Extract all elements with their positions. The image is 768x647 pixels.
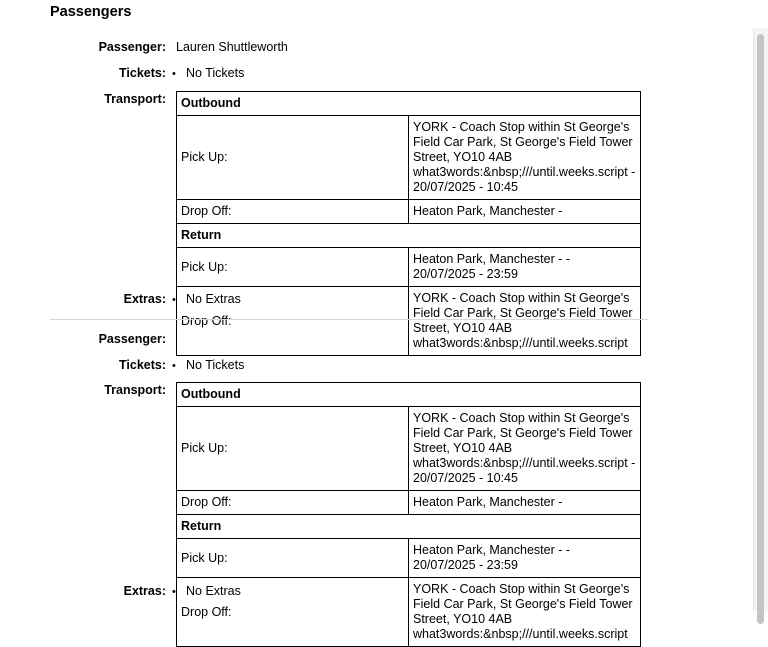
- transport-label: Transport:: [104, 92, 166, 106]
- pick-up-label: Pick Up:: [177, 407, 409, 491]
- passenger-label: Passenger:: [98, 40, 166, 54]
- scrollbar-thumb[interactable]: [757, 34, 764, 624]
- ticket-item: • No Tickets: [172, 358, 245, 372]
- table-row: [177, 578, 641, 647]
- outbound-drop-off-value: Heaton Park, Manchester -: [409, 200, 641, 224]
- return-header: Return: [177, 515, 641, 539]
- extras-label: Extras:: [123, 584, 166, 598]
- extras-label: Extras:: [123, 292, 166, 306]
- passenger-divider: [50, 319, 648, 320]
- return-drop-off-value: YORK - Coach Stop within St George's Field Car Park, St George's Field Tower Street, YO10 4AB what3words:&nbsp;///until.weeks.script: [409, 578, 641, 647]
- ticket-item: • No Tickets: [172, 66, 245, 80]
- transport-table: [176, 382, 641, 647]
- tickets-label: Tickets:: [118, 358, 166, 372]
- table-row: [177, 116, 641, 200]
- pick-up-label: Pick Up:: [177, 539, 409, 578]
- vertical-scrollbar[interactable]: [753, 28, 768, 611]
- extra-item: • No Extras: [172, 584, 241, 598]
- drop-off-label: Drop Off:: [177, 287, 409, 356]
- return-pick-up-value: Heaton Park, Manchester - - 20/07/2025 - 23:59: [409, 248, 641, 287]
- outbound-pick-up-value: YORK - Coach Stop within St George's Field Car Park, St George's Field Tower Street, YO10 4AB what3words:&nbsp;///until.weeks.script - 20/07/2025 - 10:45: [409, 407, 641, 491]
- table-row: [177, 248, 641, 287]
- page-title: Passengers: [50, 4, 132, 20]
- drop-off-label: Drop Off:: [177, 200, 409, 224]
- table-row: [177, 92, 641, 116]
- extra-item: • No Extras: [172, 292, 241, 306]
- drop-off-label: Drop Off:: [177, 491, 409, 515]
- transport-table: [176, 91, 641, 356]
- table-row: [177, 287, 641, 356]
- table-row: [177, 383, 641, 407]
- return-header: Return: [177, 224, 641, 248]
- pick-up-label: Pick Up:: [177, 248, 409, 287]
- table-row: [177, 515, 641, 539]
- tickets-label: Tickets:: [118, 66, 166, 80]
- table-row: [177, 224, 641, 248]
- table-row: [177, 200, 641, 224]
- table-row: [177, 407, 641, 491]
- table-row: [177, 491, 641, 515]
- table-row: [177, 539, 641, 578]
- return-drop-off-value: YORK - Coach Stop within St George's Field Car Park, St George's Field Tower Street, YO10 4AB what3words:&nbsp;///until.weeks.script: [409, 287, 641, 356]
- return-pick-up-value: Heaton Park, Manchester - - 20/07/2025 - 23:59: [409, 539, 641, 578]
- drop-off-label: Drop Off:: [177, 578, 409, 647]
- passenger-label: Passenger:: [98, 332, 166, 346]
- pick-up-label: Pick Up:: [177, 116, 409, 200]
- outbound-pick-up-value: YORK - Coach Stop within St George's Field Car Park, St George's Field Tower Street, YO10 4AB what3words:&nbsp;///until.weeks.script - 20/07/2025 - 10:45: [409, 116, 641, 200]
- passenger-name: Lauren Shuttleworth: [176, 40, 288, 54]
- outbound-header: Outbound: [177, 383, 641, 407]
- transport-label: Transport:: [104, 383, 166, 397]
- outbound-header: Outbound: [177, 92, 641, 116]
- outbound-drop-off-value: Heaton Park, Manchester -: [409, 491, 641, 515]
